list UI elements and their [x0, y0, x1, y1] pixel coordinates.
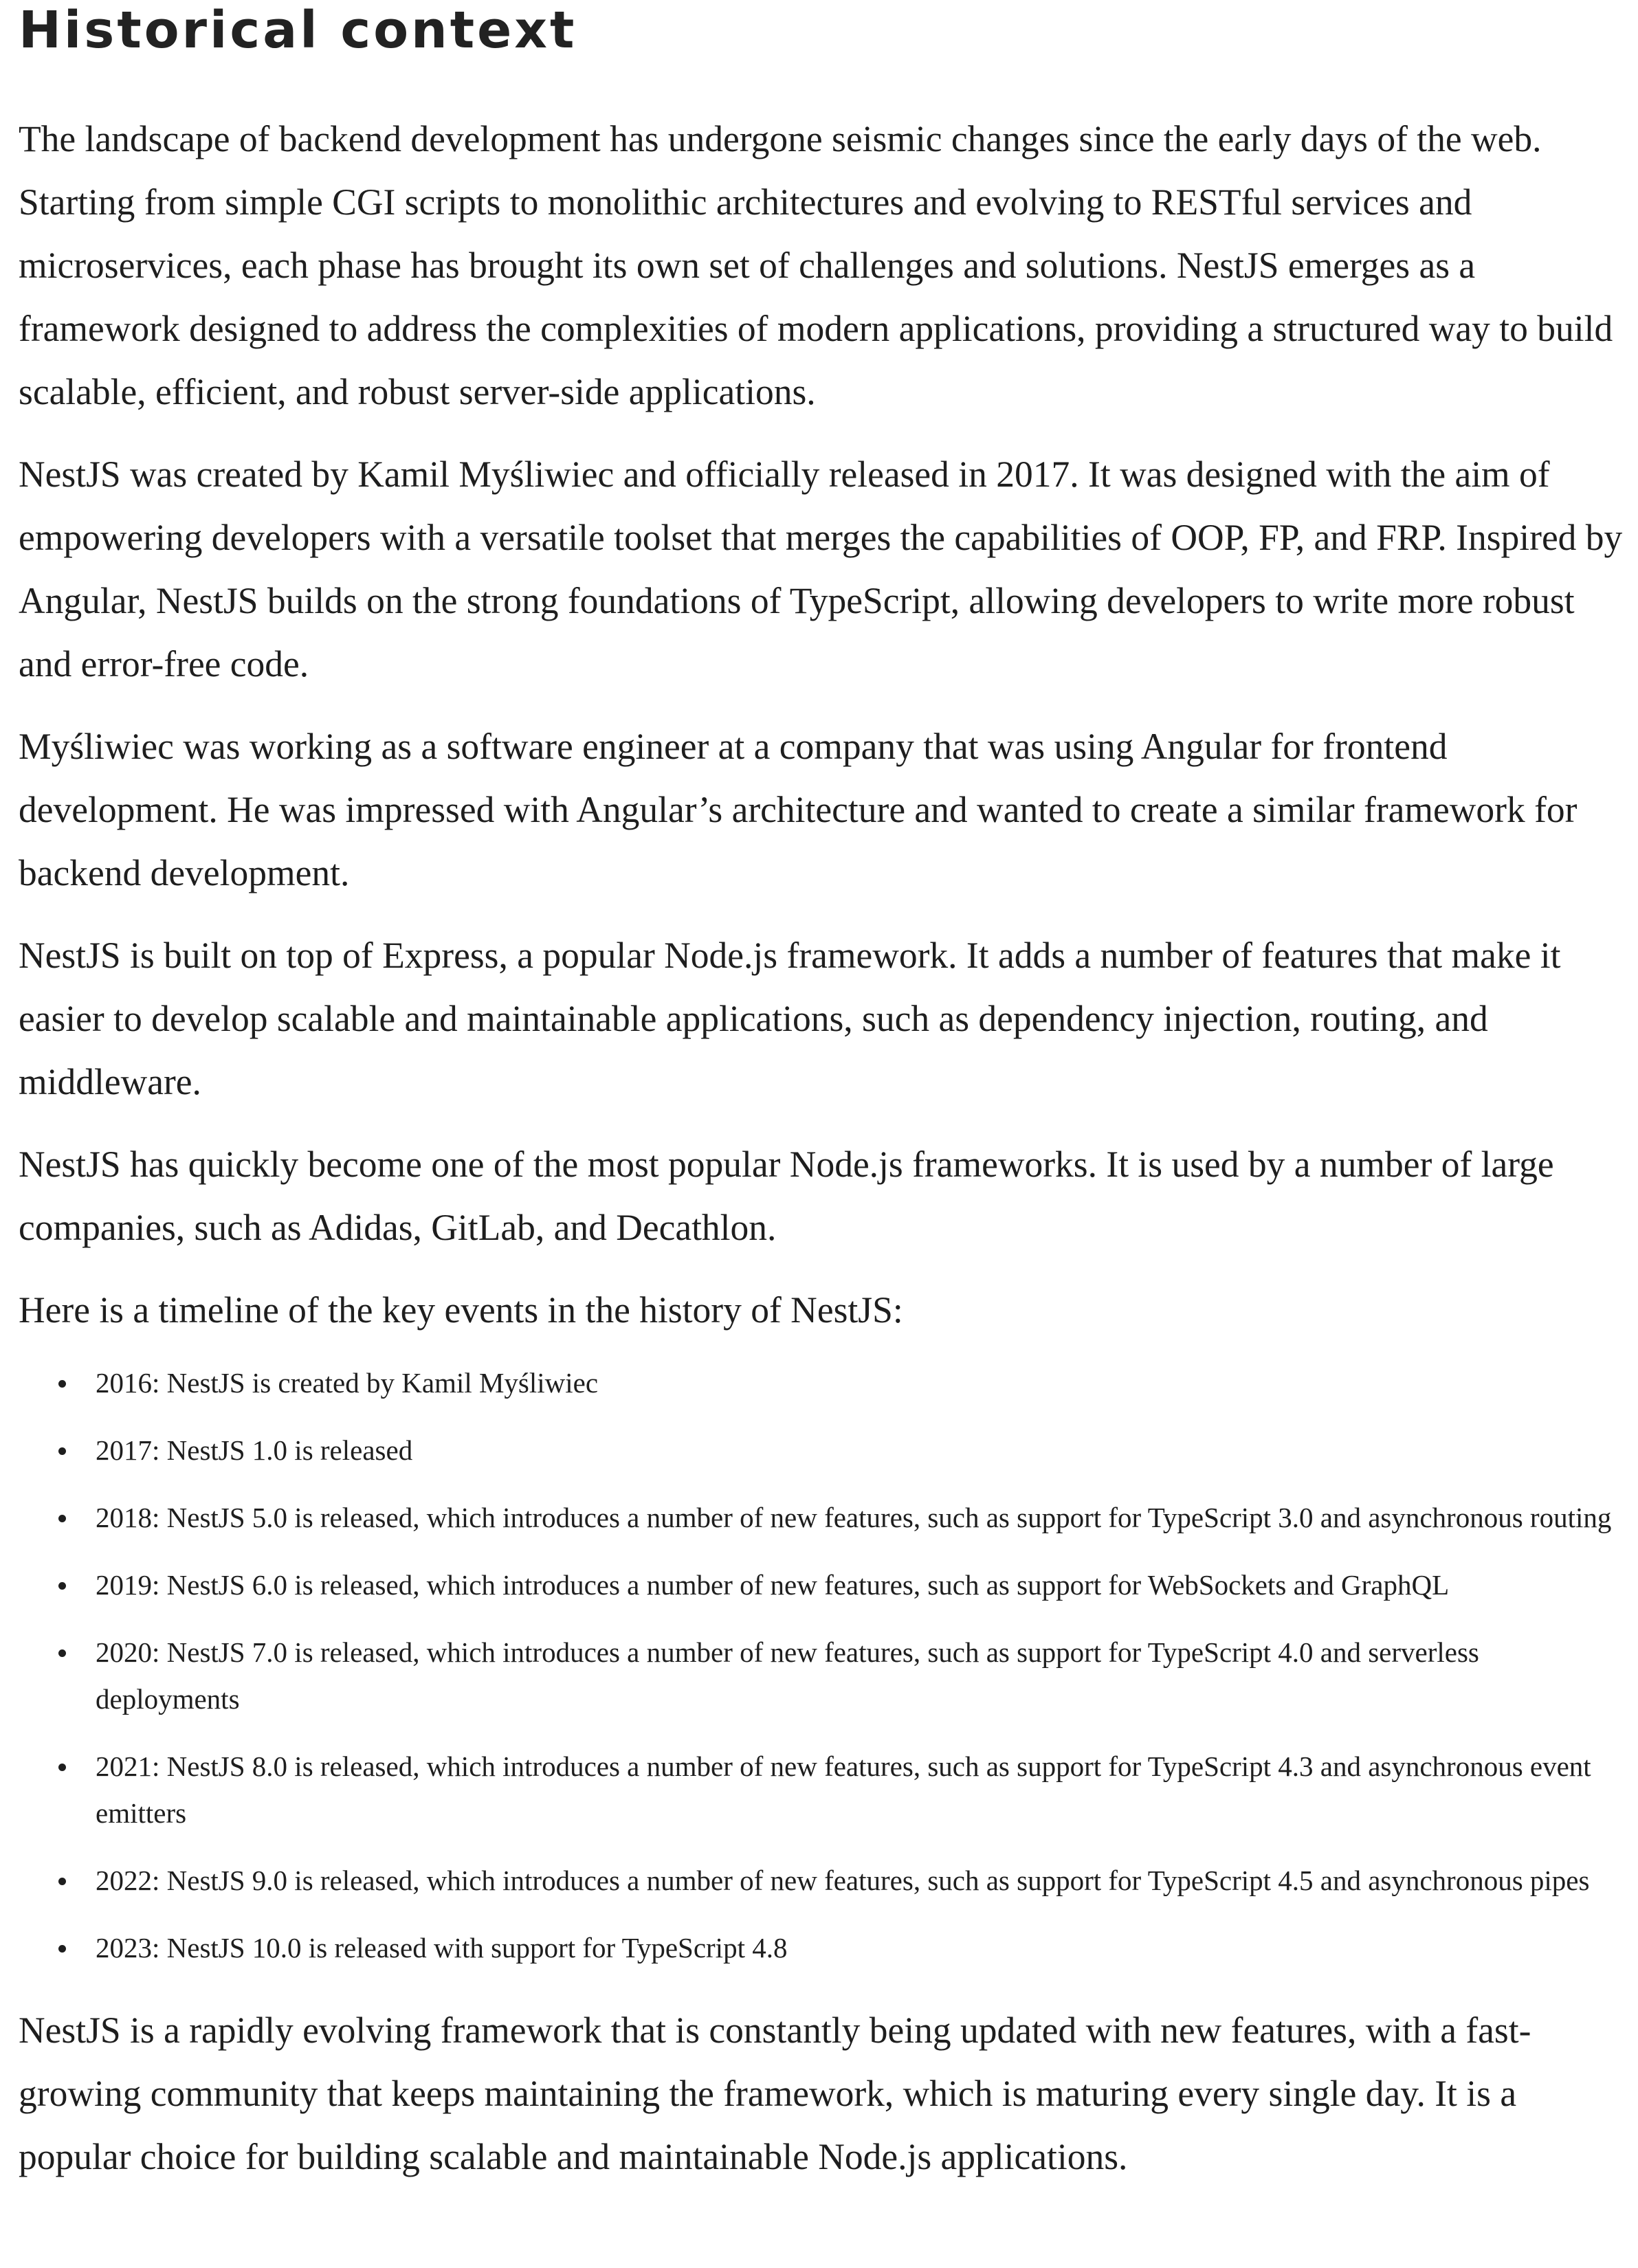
timeline-item-text: 2017: NestJS 1.0 is released	[96, 1434, 413, 1466]
timeline-item-text: 2022: NestJS 9.0 is released, which introduces a number of new features, such as support for TypeScript 4.5 and asynchronous pipes	[96, 1865, 1590, 1896]
bullet-icon	[58, 1878, 66, 1885]
timeline-item-text: 2016: NestJS is created by Kamil Myśliwiec	[96, 1367, 599, 1399]
paragraph-motivation: Myśliwiec was working as a software engineer at a company that was using Angular for frontend development. He was impressed with Angular’s architecture and wanted to create a similar framework for backend development.	[19, 726, 1578, 893]
paragraph-popularity: NestJS has quickly become one of the most popular Node.js frameworks. It is used by a number of large companies, such as Adidas, GitLab, and Decathlon.	[19, 1144, 1554, 1248]
paragraph-creation: NestJS was created by Kamil Myśliwiec and officially released in 2017. It was designed with the aim of empowering developers with a versatile toolset that merges the capabilities of OOP, FP, and FRP. Inspired by Angular, NestJS builds on the strong foundations of TypeScript, allowing developers to write more robust and error-free code.	[19, 454, 1623, 685]
bullet-icon	[58, 1515, 66, 1522]
timeline-item-text: 2019: NestJS 6.0 is released, which introduces a number of new features, such as support for WebSockets and GraphQL	[96, 1569, 1450, 1601]
timeline-item	[58, 1494, 1623, 1541]
timeline-item-text: 2020: NestJS 7.0 is released, which introduces a number of new features, such as support for TypeScript 4.0 and serverless deployments	[96, 1636, 1479, 1715]
section-heading: Historical context	[19, 1, 577, 60]
bullet-icon	[58, 1380, 66, 1388]
document-body-closing	[19, 1999, 1623, 2188]
timeline-item	[58, 1924, 1623, 1971]
bullet-icon	[58, 1447, 66, 1455]
timeline-item	[58, 1743, 1623, 1836]
paragraph-closing: NestJS is a rapidly evolving framework that is constantly being updated with new features, with a fast-growing community that keeps maintaining the framework, which is maturing every single day. It is a popular choice for building scalable and maintainable Node.js applications.	[19, 2010, 1531, 2177]
timeline-item	[58, 1857, 1623, 1904]
bullet-icon	[58, 1649, 66, 1657]
bullet-icon	[58, 1582, 66, 1590]
timeline-item	[58, 1629, 1623, 1722]
timeline-item-text: 2018: NestJS 5.0 is released, which introduces a number of new features, such as support for TypeScript 3.0 and asynchronous routing	[96, 1502, 1612, 1533]
timeline-item	[58, 1561, 1623, 1608]
paragraph-intro: The landscape of backend development has undergone seismic changes since the early days of the web. Starting from simple CGI scripts to monolithic architectures and evolving to RESTful services and microservices, each phase has brought its own set of challenges and solutions. NestJS emerges as a framework designed to address the complexities of modern applications, providing a structured way to build scalable, efficient, and robust server-side applications.	[19, 118, 1613, 412]
timeline-intro: Here is a timeline of the key events in the history of NestJS:	[19, 1289, 903, 1331]
document-body	[19, 107, 1623, 1342]
bullet-icon	[58, 1945, 66, 1953]
timeline-item	[58, 1359, 1623, 1406]
timeline-list	[19, 1359, 1623, 1971]
paragraph-express: NestJS is built on top of Express, a popular Node.js framework. It adds a number of features that make it easier to develop scalable and maintainable applications, such as dependency injection, routing, and middleware.	[19, 935, 1561, 1102]
timeline-item-text: 2021: NestJS 8.0 is released, which introduces a number of new features, such as support for TypeScript 4.3 and asynchronous event emitters	[96, 1750, 1591, 1829]
timeline-item-text: 2023: NestJS 10.0 is released with support for TypeScript 4.8	[96, 1932, 788, 1964]
bullet-icon	[58, 1764, 66, 1771]
timeline-item	[58, 1427, 1623, 1474]
